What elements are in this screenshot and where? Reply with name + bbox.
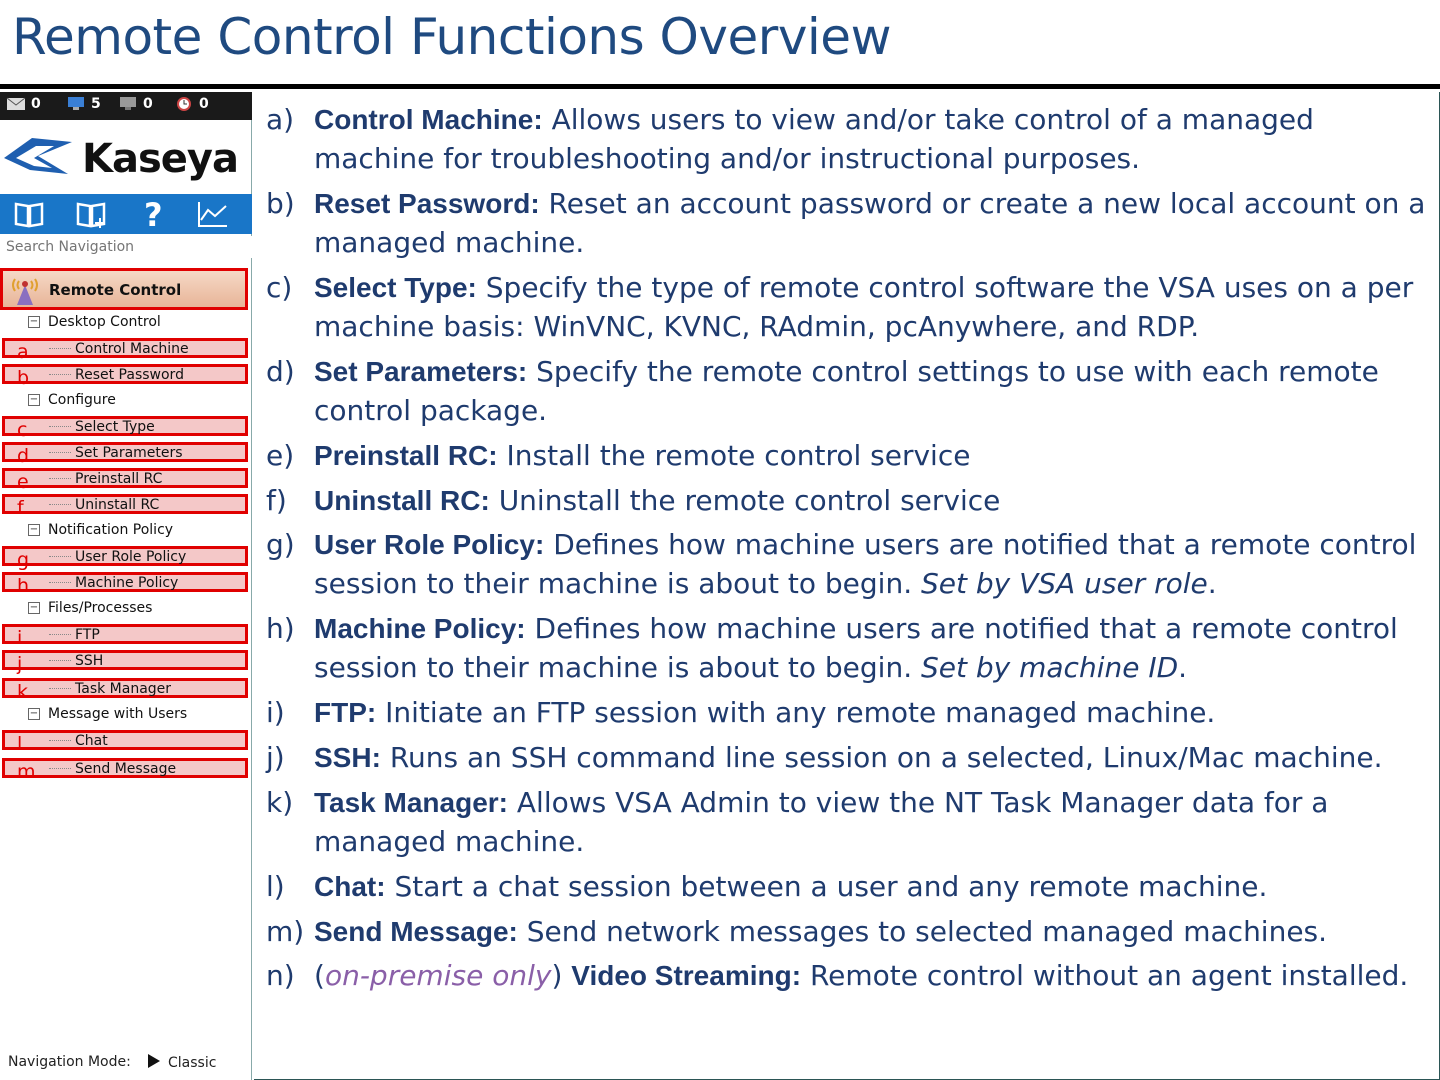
- group-label: Message with Users: [48, 706, 188, 722]
- entry-term: Send Message:: [314, 916, 518, 947]
- nav-item-task-manager[interactable]: [2, 678, 248, 703]
- group-label: Configure: [48, 392, 116, 408]
- entry-machine-policy: [266, 609, 1426, 687]
- entry-key: b): [266, 187, 295, 220]
- title-divider: [0, 84, 1440, 89]
- monitor-icon: [66, 97, 86, 111]
- entry-key: m): [266, 915, 305, 948]
- entry-send-message: [266, 912, 1426, 951]
- tree-connector: [49, 688, 71, 689]
- entry-key: e): [266, 439, 295, 472]
- tree-connector: [49, 740, 71, 741]
- item-letter: m: [17, 761, 36, 783]
- navigation-mode-toggle[interactable]: [148, 1054, 216, 1071]
- nav-item-ftp[interactable]: [2, 624, 248, 649]
- group-label: Desktop Control: [48, 314, 161, 330]
- item-letter: k: [17, 681, 29, 703]
- page-title: Remote Control Functions Overview: [12, 8, 891, 66]
- entry-end: .: [1207, 567, 1217, 600]
- entry-reset-password: [266, 184, 1426, 262]
- navigation-mode-value: Classic: [168, 1055, 217, 1071]
- item-label: Reset Password: [75, 367, 184, 383]
- item-label: SSH: [75, 653, 104, 669]
- entry-term: SSH:: [314, 742, 381, 773]
- entry-desc: Allows users to view and/or take control of a managed machine for troubleshooting and/or instructional purposes.: [314, 103, 1314, 175]
- group-desktop-control[interactable]: [28, 314, 161, 330]
- collapse-icon: −: [29, 602, 39, 613]
- entry-task-manager: [266, 783, 1426, 861]
- nav-item-machine-policy[interactable]: [2, 572, 248, 597]
- entry-italic-note: Set by VSA user role: [921, 567, 1208, 600]
- entry-term: User Role Policy:: [314, 529, 545, 560]
- entry-term: Select Type:: [314, 272, 477, 303]
- navigation-sidebar: [0, 92, 252, 1080]
- search-navigation-input[interactable]: [2, 236, 256, 258]
- entry-desc: Install the remote control service: [506, 439, 971, 472]
- item-label: Preinstall RC: [75, 471, 163, 487]
- group-message-with-users[interactable]: [28, 706, 187, 722]
- entry-set-parameters: [266, 352, 1426, 430]
- online-count: 5: [91, 96, 101, 112]
- entry-video-streaming: [266, 956, 1426, 995]
- entry-desc: Runs an SSH command line session on a selected, Linux/Mac machine.: [389, 741, 1383, 774]
- entry-term: Chat:: [314, 871, 386, 902]
- entry-key: l): [266, 870, 285, 903]
- tree-connector: [49, 768, 71, 769]
- item-letter: d: [17, 445, 30, 467]
- nav-item-ssh[interactable]: [2, 650, 248, 675]
- entry-desc: Allows VSA Admin to view the NT Task Manager data for a managed machine.: [314, 786, 1329, 858]
- antenna-icon: [7, 275, 43, 305]
- entry-uninstall-rc: [266, 481, 1426, 520]
- item-label: Task Manager: [75, 681, 172, 697]
- entry-desc: Defines how machine users are notified that a remote control session to their machine is about to begin.: [314, 528, 1417, 600]
- entry-key: h): [266, 612, 295, 645]
- nav-item-control-machine[interactable]: [2, 338, 248, 363]
- entry-term: Preinstall RC:: [314, 440, 498, 471]
- nav-item-chat[interactable]: [2, 730, 248, 755]
- group-files-processes[interactable]: [28, 600, 152, 616]
- mail-status[interactable]: [6, 96, 41, 112]
- kaseya-logo: [0, 122, 252, 194]
- entry-ftp: [266, 693, 1426, 732]
- item-label: Control Machine: [75, 341, 189, 357]
- entry-key: k): [266, 786, 294, 819]
- item-letter: l: [17, 733, 23, 755]
- module-remote-control[interactable]: [0, 268, 248, 310]
- play-icon: [148, 1054, 160, 1068]
- offline-status[interactable]: [118, 96, 153, 112]
- status-bar: [0, 92, 252, 120]
- entry-desc: Uninstall the remote control service: [498, 484, 1001, 517]
- entry-end: .: [1178, 651, 1188, 684]
- entry-term: Task Manager:: [314, 787, 508, 818]
- nav-item-user-role-policy[interactable]: [2, 546, 248, 571]
- item-label: Chat: [75, 733, 108, 749]
- item-label: Send Message: [75, 761, 177, 777]
- entry-desc: Send network messages to selected managed machines.: [526, 915, 1328, 948]
- nav-item-select-type[interactable]: [2, 416, 248, 441]
- nav-item-send-message[interactable]: [2, 758, 248, 783]
- item-letter: h: [17, 575, 30, 597]
- help-icon[interactable]: [136, 198, 170, 230]
- item-letter: j: [17, 653, 23, 675]
- entry-desc: Initiate an FTP session with any remote managed machine.: [385, 696, 1216, 729]
- svg-text:?: ?: [144, 198, 163, 230]
- entry-desc: Start a chat session between a user and any remote machine.: [394, 870, 1268, 903]
- tree-connector: [49, 504, 71, 505]
- item-letter: f: [17, 497, 24, 519]
- entry-availability-note: on-premise only: [324, 959, 552, 992]
- offline-count: 0: [143, 96, 153, 112]
- book-icon[interactable]: [12, 198, 46, 230]
- clock-count: 0: [199, 96, 209, 112]
- entry-user-role-policy: [266, 525, 1426, 603]
- entry-close-paren: ): [551, 959, 563, 992]
- tree-connector: [49, 348, 71, 349]
- entry-key: g): [266, 528, 295, 561]
- entry-key: c): [266, 271, 293, 304]
- entry-preinstall-rc: [266, 436, 1426, 475]
- tree-connector: [49, 452, 71, 453]
- entry-ssh: [266, 738, 1426, 777]
- collapse-icon: −: [29, 524, 39, 535]
- nav-item-set-parameters[interactable]: [2, 442, 248, 467]
- entry-desc: Defines how machine users are notified that a remote control session to their machine is about to begin.: [314, 612, 1398, 684]
- navigation-toolbar: [0, 194, 252, 234]
- entry-term: Control Machine:: [314, 104, 543, 135]
- entry-desc: Remote control without an agent installed.: [809, 959, 1409, 992]
- navigation-mode-label: Navigation Mode:: [8, 1054, 131, 1070]
- entry-term: Machine Policy:: [314, 613, 526, 644]
- group-notification-policy[interactable]: [28, 522, 173, 538]
- group-configure[interactable]: [28, 392, 116, 408]
- entry-open-paren: (: [314, 959, 325, 992]
- clock-status[interactable]: [174, 96, 209, 112]
- item-letter: i: [17, 627, 23, 649]
- tree-connector: [49, 582, 71, 583]
- entry-term: Uninstall RC:: [314, 485, 490, 516]
- entry-key: a): [266, 103, 295, 136]
- item-label: Machine Policy: [75, 575, 179, 591]
- entry-select-type: [266, 268, 1426, 346]
- nav-item-preinstall-rc[interactable]: [2, 468, 248, 493]
- tree-connector: [49, 374, 71, 375]
- group-label: Notification Policy: [48, 522, 174, 538]
- nav-item-reset-password[interactable]: [2, 364, 248, 389]
- item-letter: c: [17, 419, 28, 441]
- logo-text: Kaseya: [82, 136, 238, 182]
- item-label: Select Type: [75, 419, 155, 435]
- online-status[interactable]: [66, 96, 101, 112]
- nav-item-uninstall-rc[interactable]: [2, 494, 248, 519]
- entry-desc: Reset an account password or create a new local account on a managed machine.: [314, 187, 1426, 259]
- item-label: FTP: [75, 627, 100, 643]
- entry-term: FTP:: [314, 697, 377, 728]
- group-label: Files/Processes: [48, 600, 153, 616]
- collapse-icon: −: [29, 708, 39, 719]
- chart-icon[interactable]: [196, 198, 230, 230]
- entry-desc: Specify the remote control settings to use with each remote control package.: [314, 355, 1379, 427]
- item-letter: a: [17, 341, 29, 363]
- entry-key: j): [266, 741, 285, 774]
- item-letter: g: [17, 549, 30, 571]
- mail-icon: [6, 97, 26, 111]
- item-label: Uninstall RC: [75, 497, 160, 513]
- entry-key: d): [266, 355, 295, 388]
- entry-chat: [266, 867, 1426, 906]
- function-descriptions: [254, 92, 1440, 1080]
- item-letter: b: [17, 367, 30, 389]
- tree-connector: [49, 660, 71, 661]
- collapse-icon: −: [29, 316, 39, 327]
- item-label: User Role Policy: [75, 549, 187, 565]
- item-label: Set Parameters: [75, 445, 183, 461]
- collapse-icon: −: [29, 394, 39, 405]
- tree-connector: [49, 556, 71, 557]
- entry-term: Reset Password:: [314, 188, 540, 219]
- clock-icon: [174, 97, 194, 111]
- entry-key: n): [266, 959, 295, 992]
- module-label: Remote Control: [49, 281, 182, 299]
- item-letter: e: [17, 471, 29, 493]
- tree-connector: [49, 426, 71, 427]
- mail-count: 0: [31, 96, 41, 112]
- book-add-icon[interactable]: [74, 198, 108, 230]
- entry-key: i): [266, 696, 285, 729]
- entry-italic-note: Set by machine ID: [921, 651, 1179, 684]
- tree-connector: [49, 634, 71, 635]
- tree-connector: [49, 478, 71, 479]
- kaseya-logo-icon: [2, 136, 76, 178]
- offline-monitor-icon: [118, 97, 138, 111]
- entry-key: f): [266, 484, 287, 517]
- entry-control-machine: [266, 100, 1426, 178]
- entry-term: Video Streaming:: [571, 960, 802, 991]
- entry-desc: Specify the type of remote control software the VSA uses on a per machine basis: WinVNC, KVNC, RAdmin, pcAnywhere, and RDP.: [314, 271, 1414, 343]
- entry-term: Set Parameters:: [314, 356, 528, 387]
